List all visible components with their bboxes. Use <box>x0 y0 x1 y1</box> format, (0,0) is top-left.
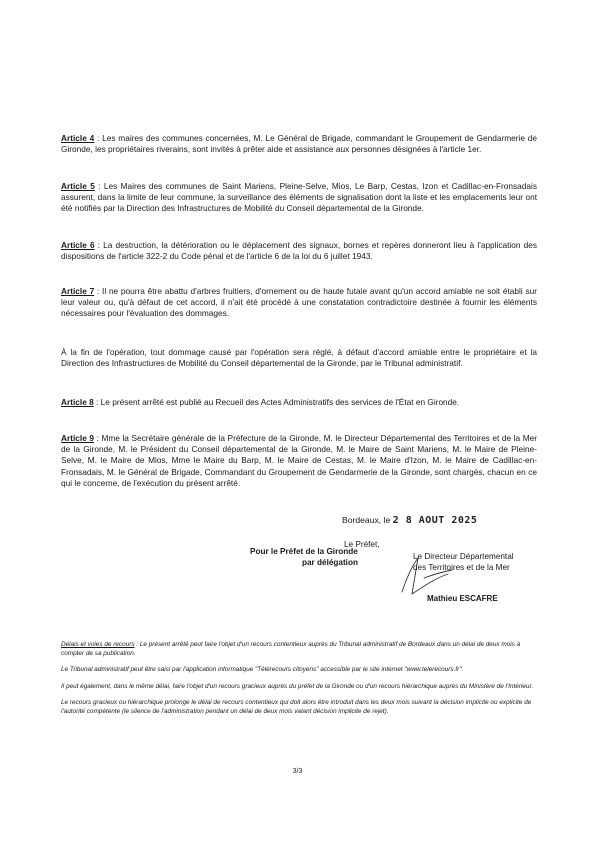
article-6-label: Article 6 <box>61 240 95 250</box>
appeal-notes <box>61 640 539 723</box>
article-5-label: Article 5 <box>61 181 95 191</box>
article-9-label: Article 9 <box>61 433 95 443</box>
ddtm-title-line2: des Territoires et de la Mer <box>413 563 510 572</box>
article-7-text: : Il ne pourra être abattu d'arbres fruitiers, d'ornement ou de haute futaie avant qu'un accord amiable ne soit établi sur leur valeur ou, qu'à défaut de cet accord, il n'ait été procédé à une constatation contradictoire destinée à fournir les éléments nécessaires pour l'évaluation des dommages. <box>61 286 537 319</box>
prefet-title: Le Préfet, <box>344 540 380 549</box>
article-6-text: : La destruction, la détérioration ou le déplacement des signaux, bornes et repères donneront lieu à l'application des dispositions de l'article 322-2 du Code pénal et de l'article 6 de la loi du 6 juillet 1943. <box>61 240 537 262</box>
page-number: 3/3 <box>292 768 303 775</box>
article-8-label: Article 8 <box>61 397 94 407</box>
article-6-paragraph <box>61 240 537 262</box>
ddtm-title-line1: Le Directeur Départemental <box>413 552 514 561</box>
article-7-label: Article 7 <box>61 286 95 296</box>
signatory-name: Mathieu ESCAFRE <box>427 594 498 603</box>
article-9-text: : Mme la Secrétaire générale de la Préfecture de la Gironde, M. le Directeur Départemental des Territoires et de la Mer de la Gironde, M. le Président du Conseil départemental de la Gironde, M. le Maire de Saint Mariens, M. le Maire de Pleine-Selve, M. le Maire de Mios, Mme le Maire du Barp, M. le Maire de Cestas, M. le Maire d'Izon, M. le Maire de Cadillac-en-Fronsadais, M. le Général de Brigade, Commandant du Groupement de Gendarmerie de la Gironde, sont chargés, chacun en ce qui le concerne, de l'exécution du présent arrêté. <box>61 433 537 488</box>
article-4-text: : Les maires des communes concernées, M. Le Général de Brigade, commandant le Groupement de Gendarmerie de Gironde, les propriétaires riverains, sont invités à prêter aide et assistance aux personnes désignées à l'article 1er. <box>61 133 537 155</box>
dateline <box>342 515 477 526</box>
article-9-paragraph <box>61 433 537 489</box>
dateline-place: Bordeaux, le <box>342 515 391 525</box>
prefet-delegation-line1: Pour le Préfet de la Gironde <box>250 547 358 556</box>
date-stamp: 2 8 AOUT 2025 <box>392 515 478 526</box>
handwritten-signature <box>372 556 482 598</box>
damage-paragraph <box>61 347 537 369</box>
appeal-note-4 <box>61 698 539 716</box>
appeal-note-label: Délais et voies de recours <box>61 641 135 648</box>
article-8-text: : Le présent arrêté est publié au Recueil des Actes Administratifs des services de l'État en Gironde. <box>93 397 460 407</box>
appeal-note-3-text: Il peut également, dans le même délai, faire l'objet d'un recours gracieux auprès du préfet de la Gironde ou d'un recours hiérarchique auprès du Ministère de l'Intérieur. <box>61 682 534 690</box>
article-5-paragraph <box>61 181 537 215</box>
appeal-note-2-text: Le Tribunal administratif peut être saisi par l'application informatique "Télérecours citoyens" accessible par le site internet "www.telerecours.fr". <box>61 666 464 674</box>
article-4-label: Article 4 <box>61 133 95 143</box>
appeal-note-1-text: : Le présent arrêté peut faire l'objet d'un recours contentieux auprès du Tribunal administratif de Bordeaux dans un délai de deux mois à compter de sa publication. <box>61 641 521 658</box>
article-4-paragraph <box>61 133 537 155</box>
article-5-text: : Les Maires des communes de Saint Mariens, Pleine-Selve, Mios, Le Barp, Cestas, Izon et Cadillac-en-Fronsadais assurent, dans la limite de leur commune, la surveillance des éléments de signalisation dont la liste et les emplacements leur ont été notifiés par la Direction des Infrastructures de Mobilité du Conseil départemental de la Gironde. <box>61 181 537 214</box>
damage-text: À la fin de l'opération, tout dommage causé par l'opération sera réglé, à défaut d'accord amiable entre le propriétaire et la Direction des Infrastructures de Mobilité du Conseil départemental de la Gironde, par le Tribunal administratif. <box>61 347 537 369</box>
article-8-paragraph <box>61 397 537 408</box>
prefet-delegation-line2: par délégation <box>302 558 358 567</box>
appeal-note-3 <box>61 682 539 691</box>
appeal-note-1 <box>61 640 539 658</box>
article-7-paragraph <box>61 286 537 320</box>
appeal-note-2 <box>61 665 539 674</box>
appeal-note-4-text: Le recours gracieux ou hiérarchique prolonge le délai de recours contentieux qui doit alors être introduit dans les deux mois suivant la décision implicite ou explicite de l'autorité compétente (le silence de l'administration pendant un délai de deux mois valant décision implicite de rejet). <box>61 698 532 716</box>
